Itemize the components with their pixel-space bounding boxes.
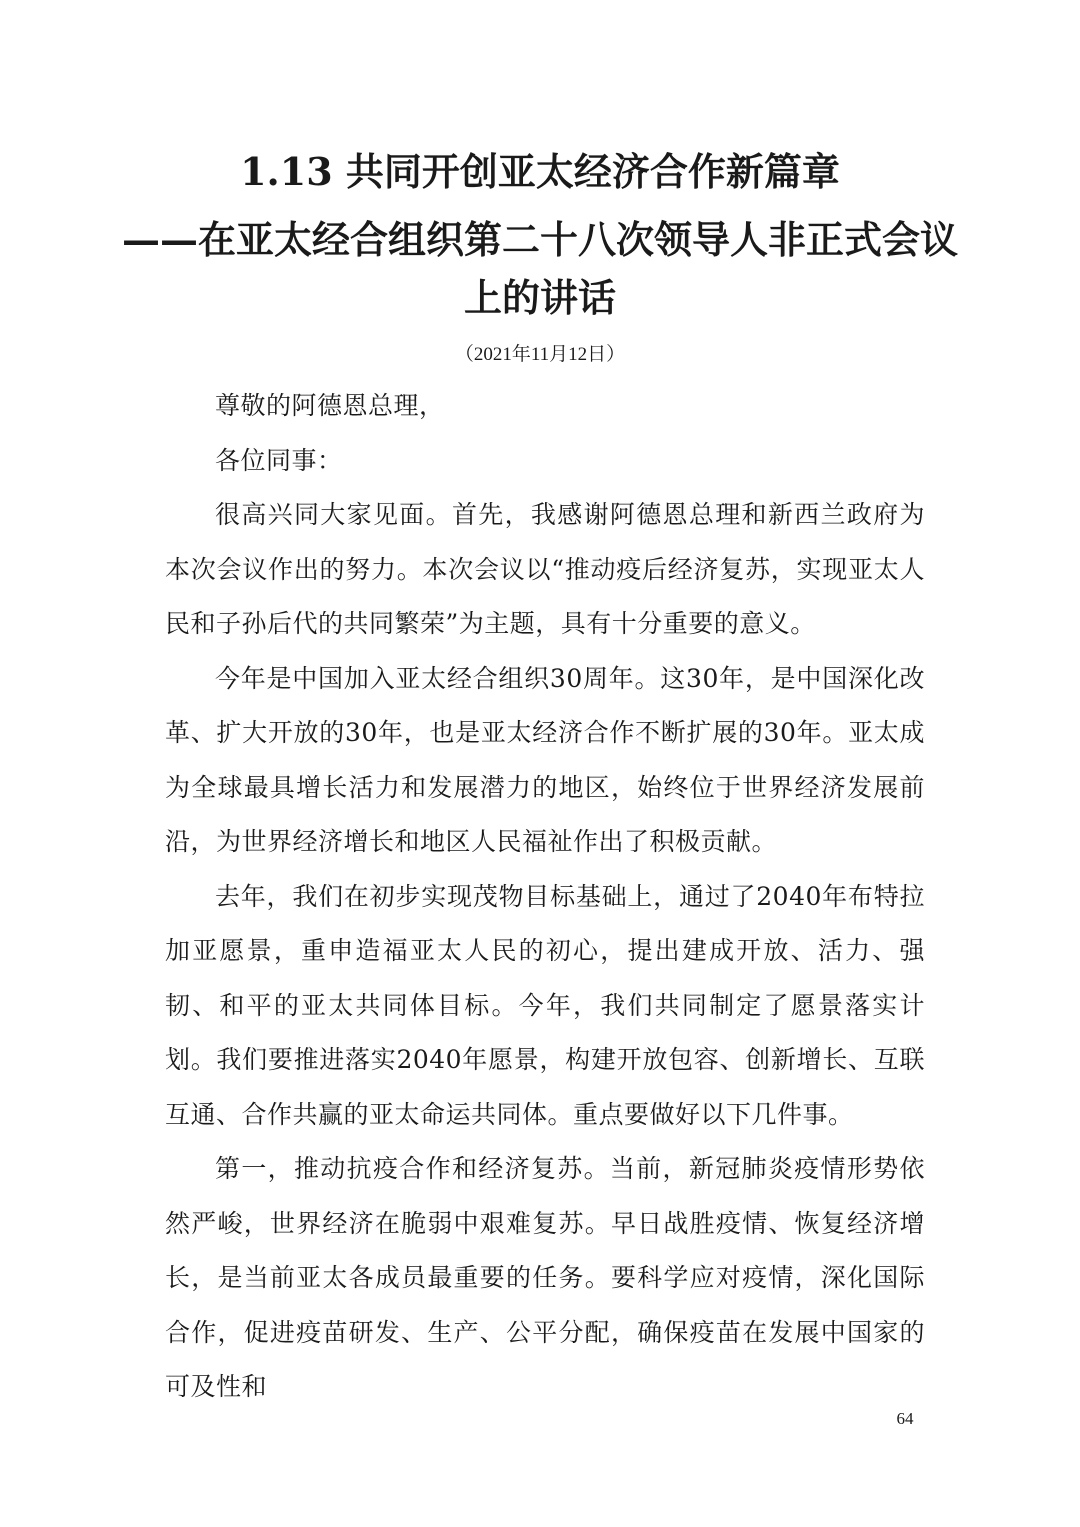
speech-body — [165, 379, 925, 1415]
salutation-paragraph: 各位同事： — [215, 445, 343, 475]
speech-title: 1.13 共同开创亚太经济合作新篇章 — [240, 149, 840, 194]
speech-subtitle-line2: 上的讲话 — [463, 275, 616, 320]
page-number: 64 — [896, 1409, 914, 1428]
speech-date: （2021年11月12日） — [454, 344, 626, 365]
speech-subtitle-line1: ——在亚太经合组织第二十八次领导人非正式会议 — [121, 217, 958, 262]
body-paragraph: 去年，我们在初步实现茂物目标基础上，通过了2040年布特拉加亚愿景，重申造福亚太人民的初心，提出建成开放、活力、强韧、和平的亚太共同体目标。今年，我们共同制定了愿景落实计划。我们要推进落实2040年愿景，构建开放包容、创新增长、互联互通、合作共赢的亚太命运共同体。重点要做好以下几件事。 — [165, 881, 925, 1129]
body-paragraph: 第一，推动抗疫合作和经济复苏。当前，新冠肺炎疫情形势依然严峻，世界经济在脆弱中艰难复苏。早日战胜疫情、恢复经济增长，是当前亚太各成员最重要的任务。要科学应对疫情，深化国际合作，促进疫苗研发、生产、公平分配，确保疫苗在发展中国家的可及性和 — [165, 1154, 925, 1401]
body-paragraph: 今年是中国加入亚太经合组织30周年。这30年，是中国深化改革、扩大开放的30年，也是亚太经济合作不断扩展的30年。亚太成为全球最具增长活力和发展潜力的地区，始终位于世界经济发展前沿，为世界经济增长和地区人民福祉作出了积极贡献。 — [165, 663, 925, 856]
body-paragraph: 很高兴同大家见面。首先，我感谢阿德恩总理和新西兰政府为本次会议作出的努力。本次会议以“推动疫后经济复苏，实现亚太人民和子孙后代的共同繁荣”为主题，具有十分重要的意义。 — [165, 500, 925, 638]
salutation-paragraph: 尊敬的阿德恩总理， — [215, 391, 445, 420]
